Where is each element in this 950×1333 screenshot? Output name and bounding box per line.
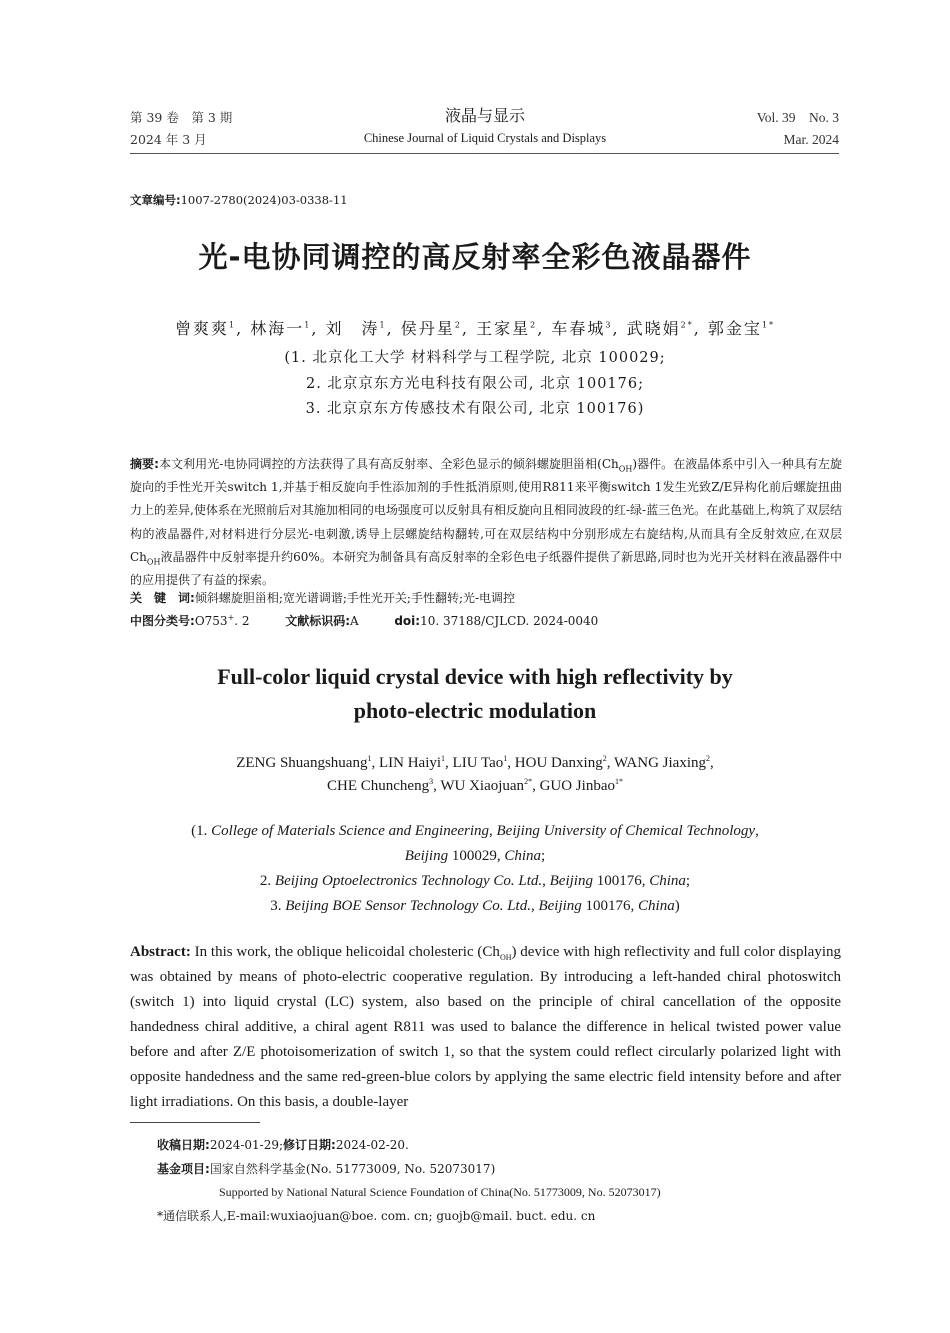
author-cn: 刘 涛 [325, 319, 380, 338]
affiliation-cn: 2. 北京京东方光电科技有限公司, 北京 100176; [305, 375, 644, 392]
affiliations-en [0, 819, 950, 919]
header-volume-en [757, 107, 839, 151]
volume-issue: 第 39 卷 第 3 期 [130, 110, 233, 125]
contact-email[interactable]: *通信联系人,E-mail:wuxiaojuan@boe. com. cn; guojb@mail. buct. edu. cn [157, 1208, 596, 1223]
author-en: LIN Haiyi [378, 755, 442, 771]
author-en: CHE Chuncheng [327, 778, 430, 794]
author-en: GUO Jinbao [539, 778, 615, 794]
abstract-cn: 摘要:本文利用光-电协同调控的方法获得了具有高反射率、全彩色显示的倾斜螺旋胆甾相$(Ch_{OH})$器件。在液晶体系中引入一种具有左旋旋向的手性光开关switch 1,并基于相反旋向手性添加剂的手性抵消原则,使用R811来平衡switch 1发生光致Z/E异构化前后螺旋扭曲力上的差异,使体系在光照前后对其施加相同的电场强度可以反射具有相反旋向且相同波段的红-绿-蓝三色光。在此基础上,构筑了双层结构的液晶器件,对材料进行分层光-电刺激,诱导上层螺旋结构翻转,可在双层结构中分别形成左右旋结构,从而具有全反射效应,在双层$Ch_{OH}$液晶器件中反射率提升约60%。本研究为制备具有高反射率的全彩色电子纸器件提供了新思路,同时也为光开关材料在液晶器件中的应用提供了有益的探索。 [130, 457, 842, 588]
author-en: WU Xiaojuan [440, 778, 525, 794]
author-en: HOU Danxing [514, 755, 603, 771]
author-cn: 林海一 [250, 319, 305, 338]
article-number-label: 文章编号: [130, 193, 181, 207]
affiliation-cn: (1. 北京化工大学 材料科学与工程学院, 北京 100029; [284, 350, 666, 366]
authors-cn: 曾爽爽$^1$, 林海一$^1$, 刘 涛$^1$, 侯丹星$^2$, 王家星$^2$, 车春城$^3$, 武晓娟$^{2*}$, 郭金宝$^{1*}$ [174, 319, 776, 338]
author-cn: 郭金宝 [707, 319, 762, 338]
journal-name-en: Chinese Journal of Liquid Crystals and Displays [363, 131, 607, 145]
author-cn: 车春城 [551, 319, 606, 338]
affiliations-cn [0, 346, 950, 423]
received-dates: 收稿日期:2024-01-29;修订日期:2024-02-20. [157, 1138, 409, 1152]
doi-link[interactable]: 10. 37188/CJLCD. 2024-0040 [420, 614, 599, 628]
classification-line: 中图分类号:O753+. 2 文献标识码:A doi:10. 37188/CJLCD. 2024-0040 [130, 613, 599, 628]
abstract-en: Abstract: In this work, the oblique helicoidal cholesteric $(Ch_{OH})$ device with high reflectivity and full color displaying was obtained by means of photo-electric cooperative regulation. By introducing a left-handed chiral photoswitch (switch 1) into liquid crystal (LC) system, also based on the principle of chiral cancellation of the opposite handedness chiral additive, a chiral agent R811 was used to balance the difference in helical twisted power value before and after Z/E photoisomerization of switch 1, so that the system could reflect circularly polarized light with opposite handedness and the same red-green-blue colors by applying the same electric field intensity before and after light irradiations. On this basis, a double-layer [130, 944, 842, 1110]
abstract-cn-label: 摘要: [130, 457, 159, 471]
author-cn: 侯丹星 [400, 319, 455, 338]
author-cn: 王家星 [476, 319, 531, 338]
title-cn: 光-电协同调控的高反射率全彩色液晶器件 [198, 240, 752, 274]
keywords-cn [130, 589, 515, 606]
keywords-value: 倾斜螺旋胆甾相;宽光谱调谐;手性光开关;手性翻转;光-电调控 [194, 591, 516, 605]
volume-issue-en: Vol. 39 No. 3 [756, 110, 839, 125]
affiliation-en: 2. Beijing Optoelectronics Technology Co. Ltd., Beijing 100176, China; [259, 873, 691, 889]
funding-en: Supported by National Natural Science Foundation of China(No. 51773009, No. 52073017) [219, 1185, 661, 1199]
journal-name-cn: 液晶与显示 [444, 106, 525, 125]
header-divider [130, 153, 839, 154]
publication-date-en: Mar. 2024 [783, 132, 839, 147]
author-en: ZENG Shuangshuang [236, 755, 368, 771]
author-en: WANG Jiaxing [613, 755, 707, 771]
article-number [130, 192, 348, 208]
affiliation-en: 3. Beijing BOE Sensor Technology Co. Ltd., Beijing 100176, China) [270, 898, 680, 914]
affiliation-en: Beijing 100029, China; [404, 848, 546, 864]
funding: 基金项目:国家自然科学基金(No. 51773009, No. 52073017) [157, 1161, 496, 1176]
article-number-value: 1007-2780(2024)03-0338-11 [180, 193, 348, 207]
footnote-divider [130, 1122, 260, 1123]
affiliation-cn: 3. 北京京东方传感技术有限公司, 北京 100176) [305, 401, 645, 417]
author-en: LIU Tao [452, 755, 504, 771]
publication-date-cn: 2024 年 3 月 [130, 132, 207, 147]
header-journal [300, 104, 670, 148]
footnotes [157, 1134, 661, 1228]
title-en: Full-color liquid crystal device with high reflectivity by photo-electric modulation [217, 664, 733, 723]
affiliation-en: (1. College of Materials Science and Engineering, Beijing University of Chemical Technology, [191, 823, 759, 839]
abstract-en-label: Abstract: [130, 944, 191, 960]
authors-en: ZENG Shuangshuang$^1$, LIN Haiyi$^1$, LIU Tao$^1$, HOU Danxing$^2$, WANG Jiaxing$^2$, CHE Chuncheng$^3$, WU Xiaojuan$^{2*}$, GUO Jinbao$^{1*}$ [236, 754, 714, 794]
author-cn: 武晓娟 [626, 319, 681, 338]
keywords-label: 关 键 词: [130, 591, 195, 605]
header-volume [130, 107, 232, 151]
author-cn: 曾爽爽 [174, 319, 229, 338]
